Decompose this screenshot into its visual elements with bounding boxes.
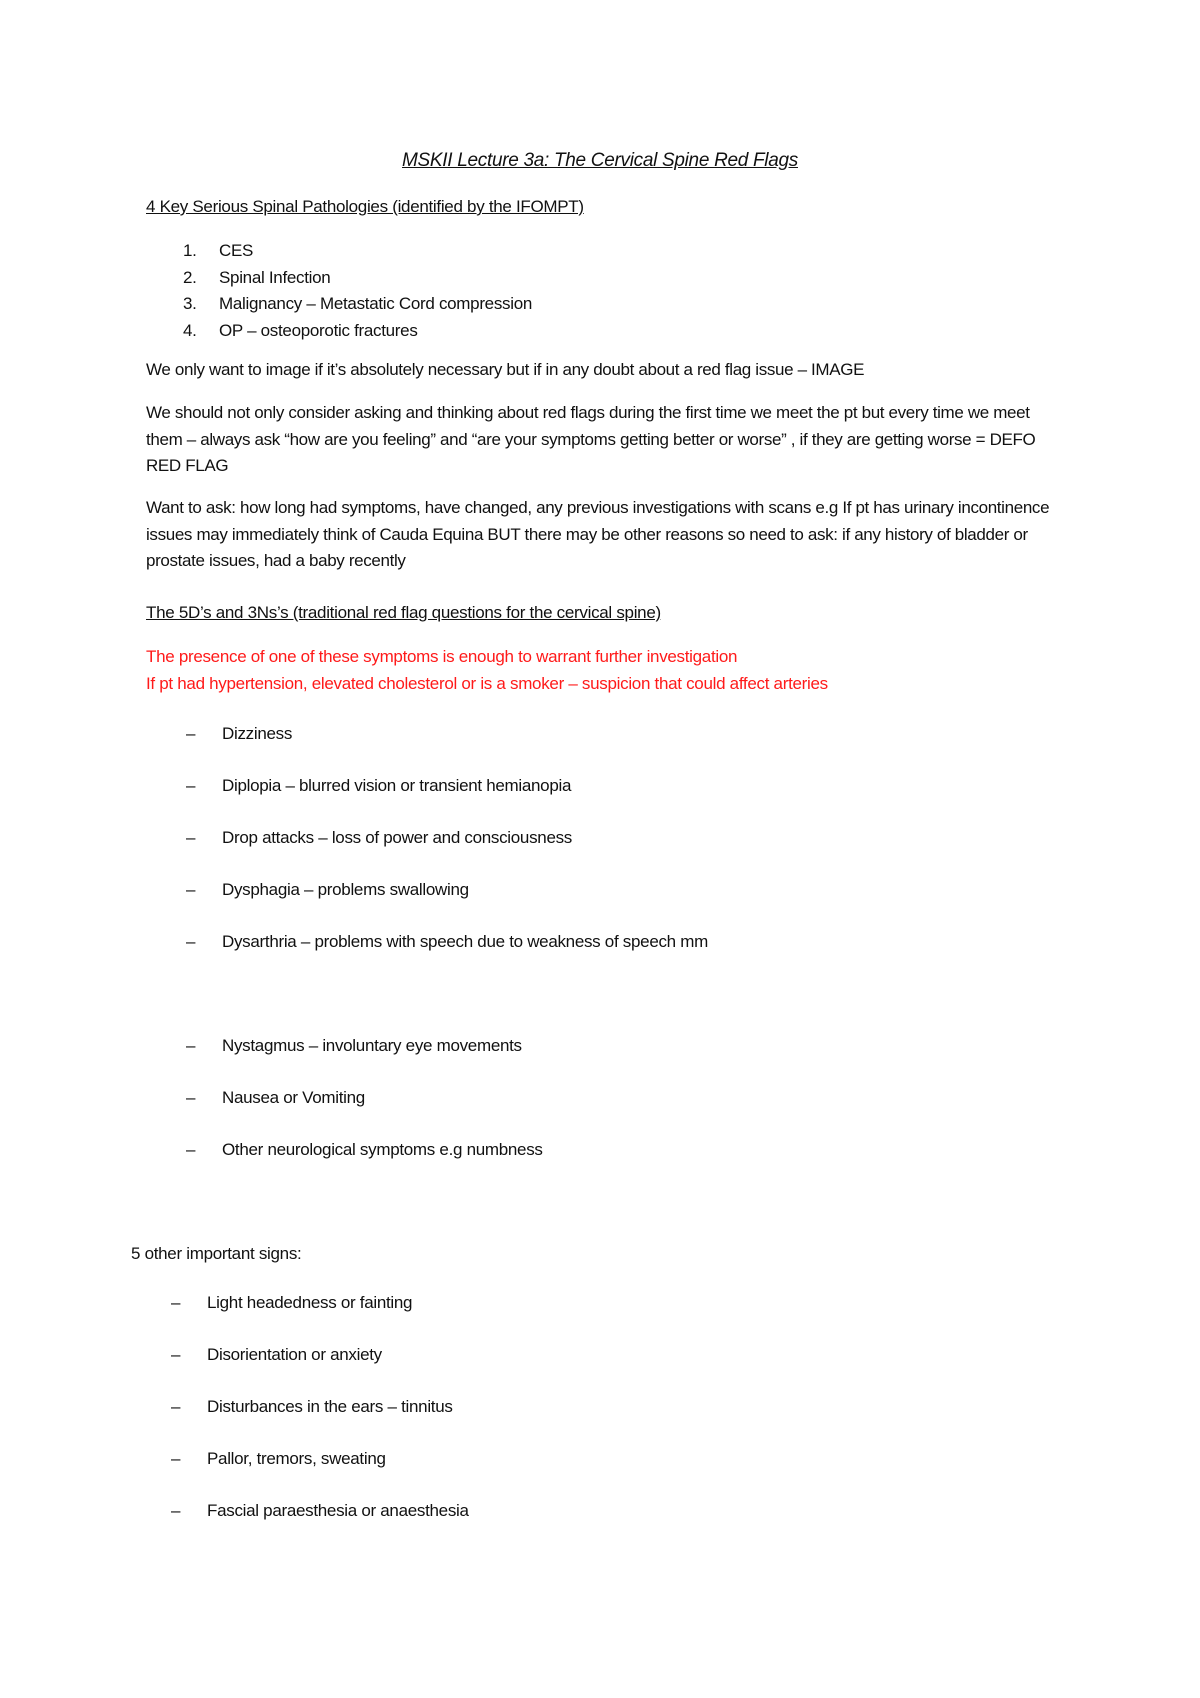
list-item: – Drop attacks – loss of power and consciousness (186, 828, 572, 847)
red-line-1: The presence of one of these symptoms is enough to warrant further investigation (146, 647, 738, 666)
list-item: – Nausea or Vomiting (186, 1088, 365, 1107)
list-item: – Disturbances in the ears – tinnitus (171, 1397, 453, 1416)
list-item: – Diplopia – blurred vision or transient hemianopia (186, 776, 572, 795)
list-item: 3. Malignancy – Metastatic Cord compression (183, 294, 533, 313)
list-item: 4. OP – osteoporotic fractures (183, 320, 418, 340)
paragraph-imaging: We only want to image if it’s absolutely necessary but if in any doubt about a red flag issue – IMAGE (146, 360, 865, 379)
list-item: 2. Spinal Infection (183, 267, 331, 287)
page-title: MSKII Lecture 3a: The Cervical Spine Red Flags (402, 150, 798, 171)
section-heading-5ds-3ns: The 5D’s and 3Ns’s (traditional red flag questions for the cervical spine) (146, 603, 661, 622)
section-heading-other-signs: 5 other important signs: (131, 1244, 302, 1263)
list-item: – Disorientation or anxiety (171, 1345, 382, 1364)
red-line-2: If pt had hypertension, elevated cholesterol or is a smoker – suspicion that could affect arteries (146, 673, 828, 693)
paragraph-red-flags-every-visit: We should not only consider asking and thinking about red flags during the first time we meet the pt but every time we meet them – always ask “how are you feeling” and “are your symptoms getting better or worse” , if they are getting worse = DEFO RED FLAG (146, 403, 1036, 476)
list-item: – Dizziness (186, 724, 293, 743)
list-item: – Dysphagia – problems swallowing (186, 880, 469, 899)
list-item: – Dysarthria – problems with speech due to weakness of speech mm (186, 932, 708, 951)
list-item: 1. CES (183, 241, 254, 260)
section-heading-pathologies: 4 Key Serious Spinal Pathologies (identified by the IFOMPT) (146, 197, 584, 216)
list-item: – Other neurological symptoms e.g numbness (186, 1140, 543, 1159)
list-item: – Light headedness or fainting (171, 1293, 413, 1312)
list-item: – Fascial paraesthesia or anaesthesia (171, 1501, 469, 1520)
list-item: – Pallor, tremors, sweating (171, 1449, 386, 1468)
pathologies-list (183, 238, 532, 344)
list-item: – Nystagmus – involuntary eye movements (186, 1036, 522, 1055)
red-warning-text (146, 644, 1106, 697)
paragraph-questions: Want to ask: how long had symptoms, have changed, any previous investigations with scans e.g If pt has urinary incontinence issues may immediately think of Cauda Equina BUT there may be other reasons so need to ask: if any history of bladder or prostate issues, had a baby recently (146, 498, 1050, 571)
